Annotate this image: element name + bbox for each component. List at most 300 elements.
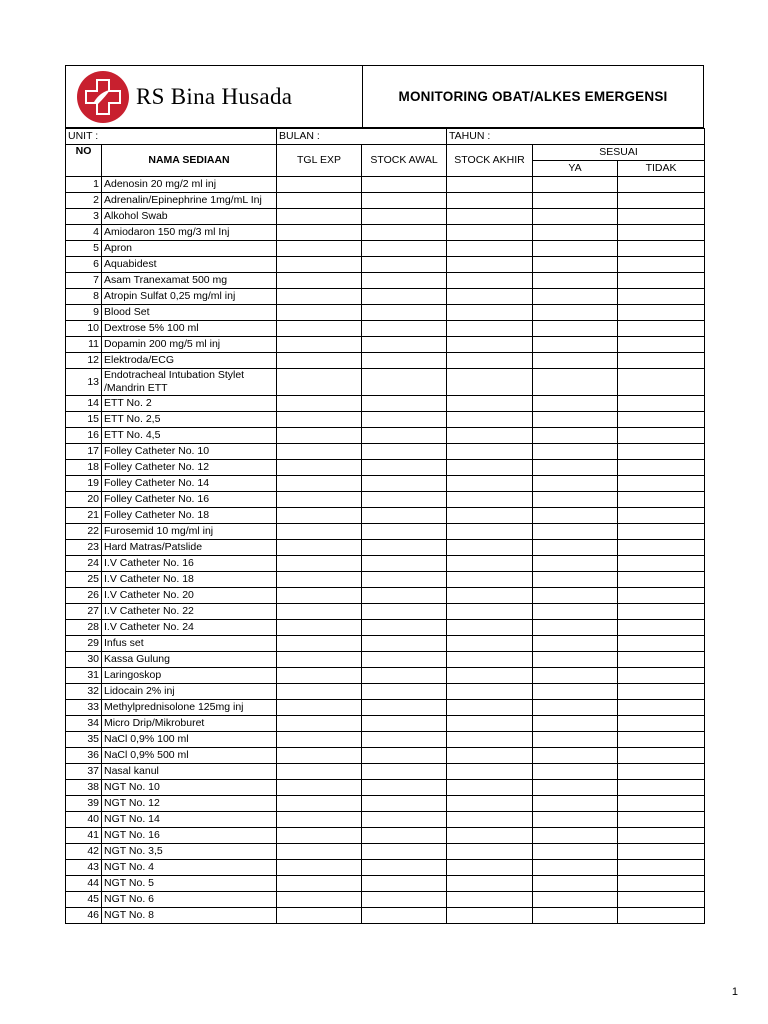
stock-awal-cell[interactable] bbox=[362, 241, 447, 257]
stock-awal-cell[interactable] bbox=[362, 652, 447, 668]
stock-akhir-cell[interactable] bbox=[447, 876, 533, 892]
sesuai-ya-cell[interactable] bbox=[533, 177, 618, 193]
stock-akhir-cell[interactable] bbox=[447, 892, 533, 908]
stock-awal-cell[interactable] bbox=[362, 556, 447, 572]
stock-awal-cell[interactable] bbox=[362, 476, 447, 492]
table-row bbox=[66, 700, 705, 716]
row-item-name: NGT No. 8 bbox=[102, 908, 277, 924]
tgl-exp-cell[interactable] bbox=[277, 908, 362, 924]
stock-akhir-cell[interactable] bbox=[447, 732, 533, 748]
sesuai-tidak-cell[interactable] bbox=[618, 396, 705, 412]
col-nama-header: NAMA SEDIAAN bbox=[102, 145, 277, 177]
table-body bbox=[66, 177, 705, 924]
sesuai-ya-cell[interactable] bbox=[533, 396, 618, 412]
sesuai-tidak-cell[interactable] bbox=[618, 321, 705, 337]
row-number: 10 bbox=[66, 321, 102, 337]
stock-akhir-cell[interactable] bbox=[447, 476, 533, 492]
sesuai-tidak-cell[interactable] bbox=[618, 732, 705, 748]
stock-akhir-cell[interactable] bbox=[447, 444, 533, 460]
page-number: 1 bbox=[731, 986, 738, 998]
sesuai-tidak-cell[interactable] bbox=[618, 796, 705, 812]
stock-awal-cell[interactable] bbox=[362, 428, 447, 444]
row-number: 42 bbox=[66, 844, 102, 860]
stock-akhir-cell[interactable] bbox=[447, 684, 533, 700]
tgl-exp-cell[interactable] bbox=[277, 556, 362, 572]
tgl-exp-cell[interactable] bbox=[277, 636, 362, 652]
tgl-exp-cell[interactable] bbox=[277, 780, 362, 796]
sesuai-ya-cell[interactable] bbox=[533, 337, 618, 353]
table-row bbox=[66, 556, 705, 572]
stock-awal-cell[interactable] bbox=[362, 812, 447, 828]
sesuai-tidak-cell[interactable] bbox=[618, 604, 705, 620]
tgl-exp-cell[interactable] bbox=[277, 289, 362, 305]
sesuai-ya-cell[interactable] bbox=[533, 209, 618, 225]
stock-awal-cell[interactable] bbox=[362, 604, 447, 620]
row-item-name: NGT No. 6 bbox=[102, 892, 277, 908]
row-item-name: Micro Drip/Mikroburet bbox=[102, 716, 277, 732]
stock-awal-cell[interactable] bbox=[362, 540, 447, 556]
tgl-exp-cell[interactable] bbox=[277, 225, 362, 241]
table-row bbox=[66, 684, 705, 700]
tgl-exp-cell[interactable] bbox=[277, 540, 362, 556]
row-item-name: ETT No. 2 bbox=[102, 396, 277, 412]
stock-akhir-cell[interactable] bbox=[447, 492, 533, 508]
stock-akhir-cell[interactable] bbox=[447, 177, 533, 193]
stock-awal-cell[interactable] bbox=[362, 257, 447, 273]
row-item-name: Folley Catheter No. 18 bbox=[102, 508, 277, 524]
sesuai-tidak-cell[interactable] bbox=[618, 572, 705, 588]
table-row bbox=[66, 444, 705, 460]
sesuai-ya-cell[interactable] bbox=[533, 604, 618, 620]
sesuai-ya-cell[interactable] bbox=[533, 876, 618, 892]
sesuai-ya-cell[interactable] bbox=[533, 492, 618, 508]
col-stock-akhir-header: STOCK AKHIR bbox=[447, 145, 533, 177]
sesuai-ya-cell[interactable] bbox=[533, 524, 618, 540]
tgl-exp-cell[interactable] bbox=[277, 508, 362, 524]
stock-akhir-cell[interactable] bbox=[447, 748, 533, 764]
sesuai-tidak-cell[interactable] bbox=[618, 241, 705, 257]
stock-akhir-cell[interactable] bbox=[447, 764, 533, 780]
stock-awal-cell[interactable] bbox=[362, 588, 447, 604]
tgl-exp-cell[interactable] bbox=[277, 620, 362, 636]
stock-akhir-cell[interactable] bbox=[447, 636, 533, 652]
sesuai-tidak-cell[interactable] bbox=[618, 289, 705, 305]
sesuai-tidak-cell[interactable] bbox=[618, 476, 705, 492]
stock-akhir-cell[interactable] bbox=[447, 412, 533, 428]
tgl-exp-cell[interactable] bbox=[277, 812, 362, 828]
sesuai-tidak-cell[interactable] bbox=[618, 828, 705, 844]
stock-akhir-cell[interactable] bbox=[447, 428, 533, 444]
table-row bbox=[66, 604, 705, 620]
stock-akhir-cell[interactable] bbox=[447, 588, 533, 604]
tgl-exp-cell[interactable] bbox=[277, 716, 362, 732]
row-number: 13 bbox=[66, 369, 102, 396]
tgl-exp-cell[interactable] bbox=[277, 892, 362, 908]
stock-akhir-cell[interactable] bbox=[447, 908, 533, 924]
row-number: 26 bbox=[66, 588, 102, 604]
sesuai-ya-cell[interactable] bbox=[533, 652, 618, 668]
row-item-name: NGT No. 10 bbox=[102, 780, 277, 796]
tgl-exp-cell[interactable] bbox=[277, 396, 362, 412]
stock-akhir-cell[interactable] bbox=[447, 508, 533, 524]
stock-awal-cell[interactable] bbox=[362, 444, 447, 460]
tgl-exp-cell[interactable] bbox=[277, 748, 362, 764]
table-row bbox=[66, 812, 705, 828]
hospital-name: RS Bina Husada bbox=[136, 83, 293, 109]
sesuai-tidak-cell[interactable] bbox=[618, 748, 705, 764]
sesuai-ya-cell[interactable] bbox=[533, 460, 618, 476]
row-number: 1 bbox=[66, 177, 102, 193]
sesuai-ya-cell[interactable] bbox=[533, 668, 618, 684]
tgl-exp-cell[interactable] bbox=[277, 412, 362, 428]
sesuai-ya-cell[interactable] bbox=[533, 716, 618, 732]
sesuai-ya-cell[interactable] bbox=[533, 428, 618, 444]
stock-akhir-cell[interactable] bbox=[447, 353, 533, 369]
stock-awal-cell[interactable] bbox=[362, 508, 447, 524]
sesuai-tidak-cell[interactable] bbox=[618, 444, 705, 460]
stock-akhir-cell[interactable] bbox=[447, 620, 533, 636]
sesuai-ya-cell[interactable] bbox=[533, 620, 618, 636]
sesuai-tidak-cell[interactable] bbox=[618, 508, 705, 524]
sesuai-tidak-cell[interactable] bbox=[618, 620, 705, 636]
row-item-name: NaCl 0,9% 500 ml bbox=[102, 748, 277, 764]
tgl-exp-cell[interactable] bbox=[277, 492, 362, 508]
row-item-name: NaCl 0,9% 100 ml bbox=[102, 732, 277, 748]
stock-akhir-cell[interactable] bbox=[447, 812, 533, 828]
row-number: 46 bbox=[66, 908, 102, 924]
sesuai-ya-cell[interactable] bbox=[533, 908, 618, 924]
sesuai-ya-cell[interactable] bbox=[533, 764, 618, 780]
row-item-name: Hard Matras/Patslide bbox=[102, 540, 277, 556]
table-row bbox=[66, 428, 705, 444]
sesuai-tidak-cell[interactable] bbox=[618, 353, 705, 369]
tgl-exp-cell[interactable] bbox=[277, 241, 362, 257]
sesuai-ya-cell[interactable] bbox=[533, 540, 618, 556]
stock-awal-cell[interactable] bbox=[362, 492, 447, 508]
stock-akhir-cell[interactable] bbox=[447, 844, 533, 860]
stock-awal-cell[interactable] bbox=[362, 273, 447, 289]
stock-akhir-cell[interactable] bbox=[447, 305, 533, 321]
stock-akhir-cell[interactable] bbox=[447, 209, 533, 225]
stock-akhir-cell[interactable] bbox=[447, 369, 533, 396]
stock-awal-cell[interactable] bbox=[362, 668, 447, 684]
stock-akhir-cell[interactable] bbox=[447, 716, 533, 732]
sesuai-tidak-cell[interactable] bbox=[618, 876, 705, 892]
sesuai-tidak-cell[interactable] bbox=[618, 209, 705, 225]
sesuai-ya-cell[interactable] bbox=[533, 508, 618, 524]
tgl-exp-cell[interactable] bbox=[277, 257, 362, 273]
tgl-exp-cell[interactable] bbox=[277, 476, 362, 492]
row-item-name: Elektroda/ECG bbox=[102, 353, 277, 369]
stock-awal-cell[interactable] bbox=[362, 796, 447, 812]
stock-awal-cell[interactable] bbox=[362, 305, 447, 321]
tgl-exp-cell[interactable] bbox=[277, 209, 362, 225]
row-item-name: NGT No. 12 bbox=[102, 796, 277, 812]
row-item-name: Asam Tranexamat 500 mg bbox=[102, 273, 277, 289]
stock-awal-cell[interactable] bbox=[362, 177, 447, 193]
col-tidak-header: TIDAK bbox=[618, 161, 705, 177]
tgl-exp-cell[interactable] bbox=[277, 876, 362, 892]
stock-akhir-cell[interactable] bbox=[447, 540, 533, 556]
sesuai-ya-cell[interactable] bbox=[533, 225, 618, 241]
stock-awal-cell[interactable] bbox=[362, 225, 447, 241]
tgl-exp-cell[interactable] bbox=[277, 668, 362, 684]
row-item-name: Methylprednisolone 125mg inj bbox=[102, 700, 277, 716]
stock-awal-cell[interactable] bbox=[362, 908, 447, 924]
sesuai-ya-cell[interactable] bbox=[533, 321, 618, 337]
sesuai-ya-cell[interactable] bbox=[533, 636, 618, 652]
stock-akhir-cell[interactable] bbox=[447, 273, 533, 289]
stock-akhir-cell[interactable] bbox=[447, 241, 533, 257]
stock-awal-cell[interactable] bbox=[362, 876, 447, 892]
stock-akhir-cell[interactable] bbox=[447, 572, 533, 588]
sesuai-ya-cell[interactable] bbox=[533, 572, 618, 588]
row-number: 2 bbox=[66, 193, 102, 209]
sesuai-ya-cell[interactable] bbox=[533, 892, 618, 908]
tgl-exp-cell[interactable] bbox=[277, 684, 362, 700]
sesuai-ya-cell[interactable] bbox=[533, 556, 618, 572]
sesuai-tidak-cell[interactable] bbox=[618, 412, 705, 428]
sesuai-tidak-cell[interactable] bbox=[618, 337, 705, 353]
tgl-exp-cell[interactable] bbox=[277, 764, 362, 780]
table-row bbox=[66, 572, 705, 588]
tgl-exp-cell[interactable] bbox=[277, 572, 362, 588]
stock-awal-cell[interactable] bbox=[362, 289, 447, 305]
stock-awal-cell[interactable] bbox=[362, 844, 447, 860]
stock-awal-cell[interactable] bbox=[362, 700, 447, 716]
unit-field[interactable]: UNIT : bbox=[66, 129, 277, 145]
table-row bbox=[66, 860, 705, 876]
row-number: 25 bbox=[66, 572, 102, 588]
stock-awal-cell[interactable] bbox=[362, 412, 447, 428]
sesuai-ya-cell[interactable] bbox=[533, 588, 618, 604]
table-row bbox=[66, 780, 705, 796]
sesuai-tidak-cell[interactable] bbox=[618, 812, 705, 828]
sesuai-ya-cell[interactable] bbox=[533, 476, 618, 492]
stock-akhir-cell[interactable] bbox=[447, 604, 533, 620]
sesuai-tidak-cell[interactable] bbox=[618, 225, 705, 241]
sesuai-tidak-cell[interactable] bbox=[618, 369, 705, 396]
stock-akhir-cell[interactable] bbox=[447, 860, 533, 876]
sesuai-tidak-cell[interactable] bbox=[618, 716, 705, 732]
sesuai-ya-cell[interactable] bbox=[533, 812, 618, 828]
header-row bbox=[66, 145, 705, 161]
tgl-exp-cell[interactable] bbox=[277, 460, 362, 476]
tgl-exp-cell[interactable] bbox=[277, 524, 362, 540]
stock-awal-cell[interactable] bbox=[362, 460, 447, 476]
row-item-name: Folley Catheter No. 10 bbox=[102, 444, 277, 460]
sesuai-tidak-cell[interactable] bbox=[618, 492, 705, 508]
tgl-exp-cell[interactable] bbox=[277, 588, 362, 604]
row-number: 8 bbox=[66, 289, 102, 305]
sesuai-ya-cell[interactable] bbox=[533, 780, 618, 796]
stock-awal-cell[interactable] bbox=[362, 828, 447, 844]
stock-awal-cell[interactable] bbox=[362, 337, 447, 353]
row-number: 6 bbox=[66, 257, 102, 273]
stock-akhir-cell[interactable] bbox=[447, 396, 533, 412]
row-item-name: I.V Catheter No. 16 bbox=[102, 556, 277, 572]
stock-awal-cell[interactable] bbox=[362, 860, 447, 876]
tgl-exp-cell[interactable] bbox=[277, 177, 362, 193]
sesuai-ya-cell[interactable] bbox=[533, 193, 618, 209]
sesuai-tidak-cell[interactable] bbox=[618, 860, 705, 876]
sesuai-ya-cell[interactable] bbox=[533, 241, 618, 257]
table-row bbox=[66, 460, 705, 476]
tgl-exp-cell[interactable] bbox=[277, 844, 362, 860]
stock-awal-cell[interactable] bbox=[362, 524, 447, 540]
tgl-exp-cell[interactable] bbox=[277, 732, 362, 748]
stock-awal-cell[interactable] bbox=[362, 780, 447, 796]
tgl-exp-cell[interactable] bbox=[277, 337, 362, 353]
sesuai-tidak-cell[interactable] bbox=[618, 652, 705, 668]
stock-akhir-cell[interactable] bbox=[447, 652, 533, 668]
sesuai-ya-cell[interactable] bbox=[533, 844, 618, 860]
sesuai-tidak-cell[interactable] bbox=[618, 273, 705, 289]
sesuai-ya-cell[interactable] bbox=[533, 273, 618, 289]
stock-akhir-cell[interactable] bbox=[447, 225, 533, 241]
stock-awal-cell[interactable] bbox=[362, 892, 447, 908]
sesuai-ya-cell[interactable] bbox=[533, 305, 618, 321]
tgl-exp-cell[interactable] bbox=[277, 428, 362, 444]
tgl-exp-cell[interactable] bbox=[277, 353, 362, 369]
sesuai-ya-cell[interactable] bbox=[533, 412, 618, 428]
sesuai-ya-cell[interactable] bbox=[533, 748, 618, 764]
sesuai-ya-cell[interactable] bbox=[533, 828, 618, 844]
col-no-header: NO bbox=[66, 145, 102, 177]
stock-akhir-cell[interactable] bbox=[447, 337, 533, 353]
row-number: 35 bbox=[66, 732, 102, 748]
tgl-exp-cell[interactable] bbox=[277, 652, 362, 668]
stock-akhir-cell[interactable] bbox=[447, 828, 533, 844]
sesuai-tidak-cell[interactable] bbox=[618, 764, 705, 780]
tgl-exp-cell[interactable] bbox=[277, 369, 362, 396]
sesuai-ya-cell[interactable] bbox=[533, 732, 618, 748]
stock-awal-cell[interactable] bbox=[362, 209, 447, 225]
stock-awal-cell[interactable] bbox=[362, 321, 447, 337]
tgl-exp-cell[interactable] bbox=[277, 321, 362, 337]
row-item-name: ETT No. 2,5 bbox=[102, 412, 277, 428]
row-number: 30 bbox=[66, 652, 102, 668]
table-row bbox=[66, 337, 705, 353]
sesuai-ya-cell[interactable] bbox=[533, 444, 618, 460]
row-item-name: Folley Catheter No. 12 bbox=[102, 460, 277, 476]
tgl-exp-cell[interactable] bbox=[277, 193, 362, 209]
sesuai-ya-cell[interactable] bbox=[533, 353, 618, 369]
table-row bbox=[66, 369, 705, 396]
sesuai-ya-cell[interactable] bbox=[533, 700, 618, 716]
tgl-exp-cell[interactable] bbox=[277, 604, 362, 620]
row-number: 39 bbox=[66, 796, 102, 812]
hospital-logo-icon bbox=[76, 70, 130, 124]
stock-akhir-cell[interactable] bbox=[447, 193, 533, 209]
form-header bbox=[65, 65, 704, 128]
row-item-name: Atropin Sulfat 0,25 mg/ml inj bbox=[102, 289, 277, 305]
sesuai-tidak-cell[interactable] bbox=[618, 844, 705, 860]
stock-awal-cell[interactable] bbox=[362, 620, 447, 636]
table-row bbox=[66, 209, 705, 225]
stock-awal-cell[interactable] bbox=[362, 572, 447, 588]
row-item-name: Amiodaron 150 mg/3 ml Inj bbox=[102, 225, 277, 241]
tgl-exp-cell[interactable] bbox=[277, 860, 362, 876]
stock-awal-cell[interactable] bbox=[362, 353, 447, 369]
sesuai-tidak-cell[interactable] bbox=[618, 524, 705, 540]
sesuai-tidak-cell[interactable] bbox=[618, 684, 705, 700]
stock-akhir-cell[interactable] bbox=[447, 524, 533, 540]
stock-awal-cell[interactable] bbox=[362, 764, 447, 780]
stock-awal-cell[interactable] bbox=[362, 748, 447, 764]
stock-akhir-cell[interactable] bbox=[447, 668, 533, 684]
sesuai-tidak-cell[interactable] bbox=[618, 257, 705, 273]
stock-awal-cell[interactable] bbox=[362, 732, 447, 748]
row-item-name: I.V Catheter No. 24 bbox=[102, 620, 277, 636]
stock-awal-cell[interactable] bbox=[362, 193, 447, 209]
row-number: 34 bbox=[66, 716, 102, 732]
sesuai-tidak-cell[interactable] bbox=[618, 780, 705, 796]
tgl-exp-cell[interactable] bbox=[277, 796, 362, 812]
sesuai-tidak-cell[interactable] bbox=[618, 892, 705, 908]
sesuai-tidak-cell[interactable] bbox=[618, 700, 705, 716]
stock-akhir-cell[interactable] bbox=[447, 460, 533, 476]
table-row bbox=[66, 652, 705, 668]
sesuai-tidak-cell[interactable] bbox=[618, 908, 705, 924]
tgl-exp-cell[interactable] bbox=[277, 700, 362, 716]
sesuai-tidak-cell[interactable] bbox=[618, 460, 705, 476]
sesuai-tidak-cell[interactable] bbox=[618, 588, 705, 604]
table-row bbox=[66, 273, 705, 289]
stock-akhir-cell[interactable] bbox=[447, 780, 533, 796]
sesuai-tidak-cell[interactable] bbox=[618, 428, 705, 444]
stock-akhir-cell[interactable] bbox=[447, 289, 533, 305]
stock-awal-cell[interactable] bbox=[362, 396, 447, 412]
sesuai-ya-cell[interactable] bbox=[533, 684, 618, 700]
sesuai-tidak-cell[interactable] bbox=[618, 305, 705, 321]
tahun-field[interactable]: TAHUN : bbox=[447, 129, 705, 145]
tgl-exp-cell[interactable] bbox=[277, 828, 362, 844]
stock-akhir-cell[interactable] bbox=[447, 556, 533, 572]
sesuai-tidak-cell[interactable] bbox=[618, 193, 705, 209]
table-row bbox=[66, 241, 705, 257]
sesuai-ya-cell[interactable] bbox=[533, 369, 618, 396]
sesuai-tidak-cell[interactable] bbox=[618, 540, 705, 556]
sesuai-tidak-cell[interactable] bbox=[618, 636, 705, 652]
row-item-name: NGT No. 16 bbox=[102, 828, 277, 844]
tgl-exp-cell[interactable] bbox=[277, 444, 362, 460]
table-row bbox=[66, 412, 705, 428]
row-number: 33 bbox=[66, 700, 102, 716]
table-row bbox=[66, 540, 705, 556]
row-item-name: NGT No. 14 bbox=[102, 812, 277, 828]
stock-awal-cell[interactable] bbox=[362, 369, 447, 396]
bulan-field[interactable]: BULAN : bbox=[277, 129, 447, 145]
stock-akhir-cell[interactable] bbox=[447, 257, 533, 273]
stock-akhir-cell[interactable] bbox=[447, 796, 533, 812]
sesuai-tidak-cell[interactable] bbox=[618, 556, 705, 572]
stock-akhir-cell[interactable] bbox=[447, 700, 533, 716]
sesuai-ya-cell[interactable] bbox=[533, 257, 618, 273]
sesuai-tidak-cell[interactable] bbox=[618, 668, 705, 684]
tgl-exp-cell[interactable] bbox=[277, 273, 362, 289]
sesuai-ya-cell[interactable] bbox=[533, 289, 618, 305]
sesuai-tidak-cell[interactable] bbox=[618, 177, 705, 193]
row-item-name: Laringoskop bbox=[102, 668, 277, 684]
tgl-exp-cell[interactable] bbox=[277, 305, 362, 321]
stock-awal-cell[interactable] bbox=[362, 716, 447, 732]
stock-awal-cell[interactable] bbox=[362, 636, 447, 652]
sesuai-ya-cell[interactable] bbox=[533, 796, 618, 812]
sesuai-ya-cell[interactable] bbox=[533, 860, 618, 876]
stock-awal-cell[interactable] bbox=[362, 684, 447, 700]
stock-akhir-cell[interactable] bbox=[447, 321, 533, 337]
